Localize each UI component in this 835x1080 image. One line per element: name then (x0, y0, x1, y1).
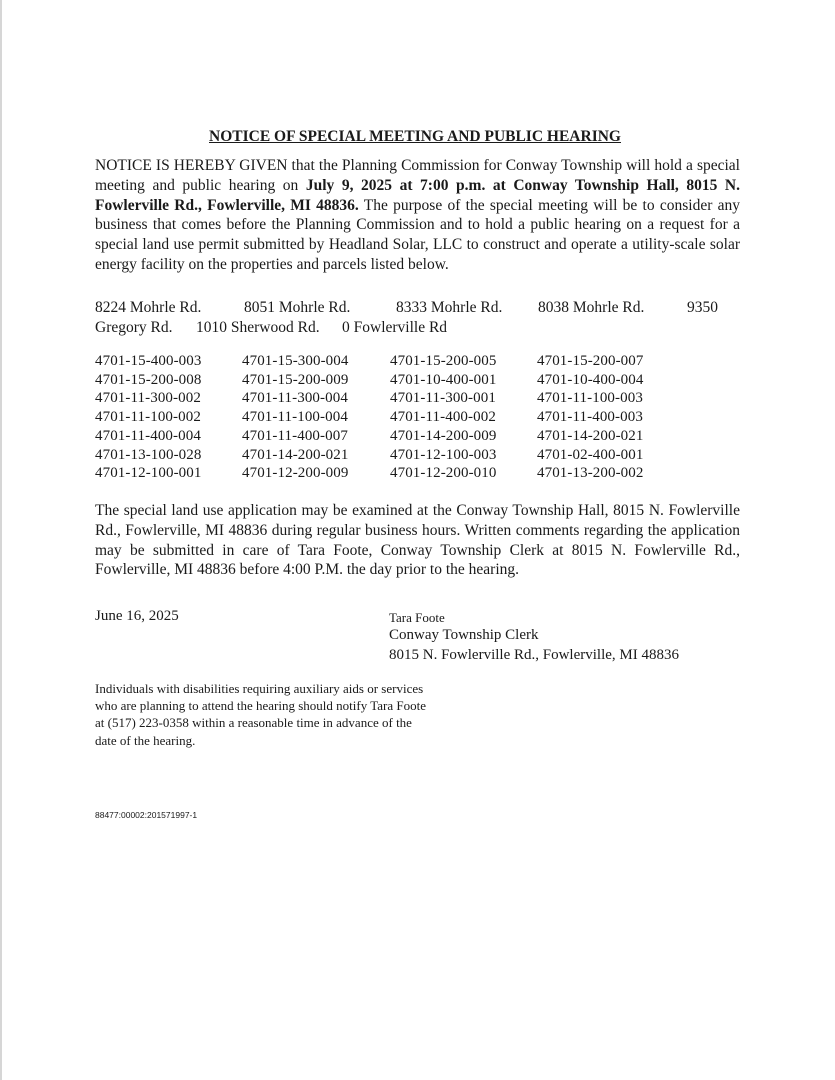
address-item: 0 Fowlerville Rd (342, 318, 448, 336)
parcel-number: 4701-14-200-009 (390, 427, 497, 444)
intro-text-start: NOTICE IS HEREBY GIVEN that the Planning Commission for Conway Township will hold a special meeting and public hearing on (95, 157, 740, 194)
address-item: 1010 Sherwood Rd. (196, 318, 320, 336)
intro-text-end: The purpose of the special meeting will be to consider any business that comes before the Planning Commission and to hold a public hearing on a request for a special land use permit submitted by Headland Solar, LLC to construct and operate a utility-scale solar energy facility on the properties and parcels listed below. (95, 196, 741, 273)
intro-meeting-details: July 9, 2025 at 7:00 p.m. at Conway Township Hall, 8015 N. Fowlerville Rd., Fowlerville, MI 48836. (95, 176, 740, 214)
parcel-number: 4701-13-100-028 (95, 446, 202, 463)
signature-block (389, 609, 679, 665)
parcel-number: 4701-10-400-004 (537, 371, 644, 388)
address-item: 8051 Mohrle Rd. (244, 299, 351, 316)
parcel-number: 4701-11-100-002 (95, 409, 201, 426)
intro-paragraph (95, 156, 740, 275)
address-item: 9350 (687, 299, 718, 316)
disability-notice: Individuals with disabilities requiring auxiliary aids or services who are planning to attend the hearing should notify Tara Foote at (517) 223-0358 within a reasonable time in advance of the date of the hearing. (95, 681, 426, 748)
parcel-number: 4701-14-200-021 (242, 446, 349, 463)
parcel-number: 4701-12-200-010 (390, 465, 497, 482)
parcel-number: 4701-15-200-007 (537, 353, 644, 369)
parcel-number: 4701-12-100-003 (390, 446, 497, 463)
parcel-number: 4701-15-200-005 (390, 353, 497, 369)
parcel-number: 4701-15-200-009 (242, 371, 349, 388)
parcel-number: 4701-12-100-001 (95, 465, 202, 482)
parcel-number: 4701-11-300-004 (242, 390, 348, 407)
address-line (95, 298, 745, 318)
parcel-number: 4701-12-200-009 (242, 465, 349, 482)
notice-date: June 16, 2025 (95, 608, 179, 624)
notice-title: NOTICE OF SPECIAL MEETING AND PUBLIC HEARING (209, 128, 621, 145)
parcel-number: 4701-11-300-002 (95, 390, 201, 407)
parcel-list (95, 352, 684, 483)
parcel-number: 4701-11-400-003 (537, 409, 643, 426)
parcel-number: 4701-11-100-004 (242, 409, 348, 426)
address-item: 8224 Mohrle Rd. (95, 299, 202, 316)
parcel-number: 4701-10-400-001 (390, 371, 497, 388)
address-item: 8333 Mohrle Rd. (396, 299, 503, 316)
clerk-name: Tara Foote (389, 610, 445, 625)
clerk-title: Conway Township Clerk (389, 627, 539, 643)
clerk-address: 8015 N. Fowlerville Rd., Fowlerville, MI 48836 (389, 646, 679, 663)
parcel-number: 4701-13-200-002 (537, 465, 644, 482)
document-id: 88477:00002:201571997-1 (95, 810, 198, 820)
parcel-number: 4701-14-200-021 (537, 427, 644, 444)
address-line (95, 318, 745, 338)
application-paragraph: The special land use application may be examined at the Conway Township Hall, 8015 N. Fowlerville Rd., Fowlerville, MI 48836 during regular business hours. Written comments regarding the application may be submitted in care of Tara Foote, Conway Township Clerk at 8015 N. Fowlerville Rd., Fowlerville, MI 48836 before 4:00 P.M. the day prior to the hearing. (95, 502, 740, 579)
parcel-number: 4701-11-400-004 (95, 427, 201, 444)
parcel-number: 4701-11-300-001 (390, 390, 496, 407)
parcel-number: 4701-11-100-003 (537, 390, 643, 407)
address-item: 8038 Mohrle Rd. (538, 299, 645, 316)
parcel-number: 4701-02-400-001 (537, 446, 644, 463)
parcel-number: 4701-11-400-002 (390, 409, 496, 426)
address-item: Gregory Rd. (95, 318, 173, 336)
parcel-number: 4701-11-400-007 (242, 427, 348, 444)
property-addresses (95, 298, 745, 337)
scan-edge (0, 0, 2, 1080)
parcel-number: 4701-15-300-004 (242, 353, 349, 369)
parcel-number: 4701-15-200-008 (95, 371, 202, 388)
parcel-number: 4701-15-400-003 (95, 353, 202, 369)
